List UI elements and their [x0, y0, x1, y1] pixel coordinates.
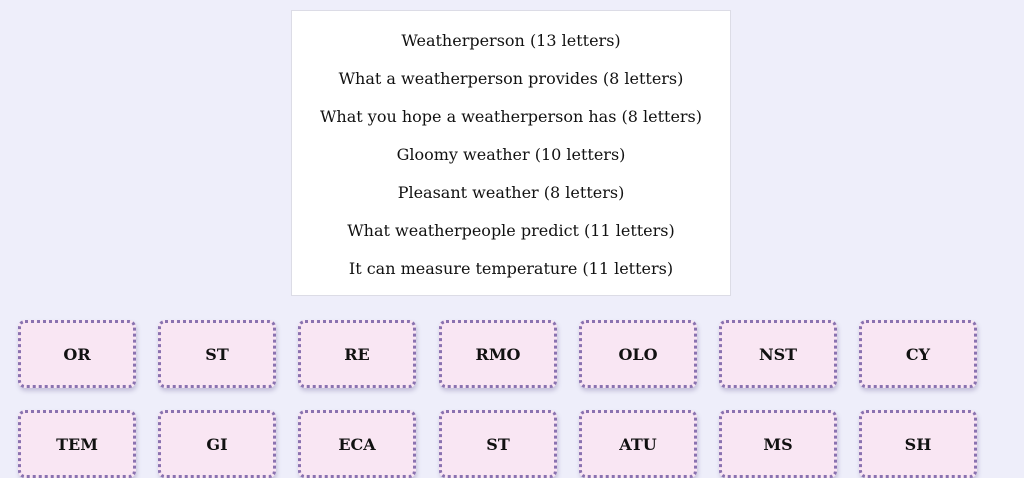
- clue-item: What you hope a weatherperson has (8 letters): [319, 107, 703, 126]
- clue-item: What a weatherperson provides (8 letters): [338, 69, 684, 88]
- letter-tile[interactable]: OR: [18, 320, 136, 388]
- letter-tile[interactable]: RE: [298, 320, 416, 388]
- letter-tile[interactable]: TEM: [18, 410, 136, 478]
- letter-tile[interactable]: ECA: [298, 410, 416, 478]
- letter-tile[interactable]: OLO: [579, 320, 697, 388]
- clue-panel: [291, 10, 731, 296]
- clue-item: It can measure temperature (11 letters): [348, 259, 674, 278]
- clue-item: Gloomy weather (10 letters): [396, 145, 626, 164]
- letter-tile[interactable]: ST: [158, 320, 276, 388]
- letter-tile[interactable]: NST: [719, 320, 837, 388]
- letter-tile[interactable]: GI: [158, 410, 276, 478]
- clue-item: Weatherperson (13 letters): [401, 31, 621, 50]
- letter-tile[interactable]: ST: [439, 410, 557, 478]
- letter-tile[interactable]: SH: [859, 410, 977, 478]
- letter-tile[interactable]: ATU: [579, 410, 697, 478]
- clue-item: What weatherpeople predict (11 letters): [347, 221, 675, 240]
- letter-tile[interactable]: RMO: [439, 320, 557, 388]
- clue-item: Pleasant weather (8 letters): [397, 183, 625, 202]
- letter-tile[interactable]: CY: [859, 320, 977, 388]
- letter-tile[interactable]: MS: [719, 410, 837, 478]
